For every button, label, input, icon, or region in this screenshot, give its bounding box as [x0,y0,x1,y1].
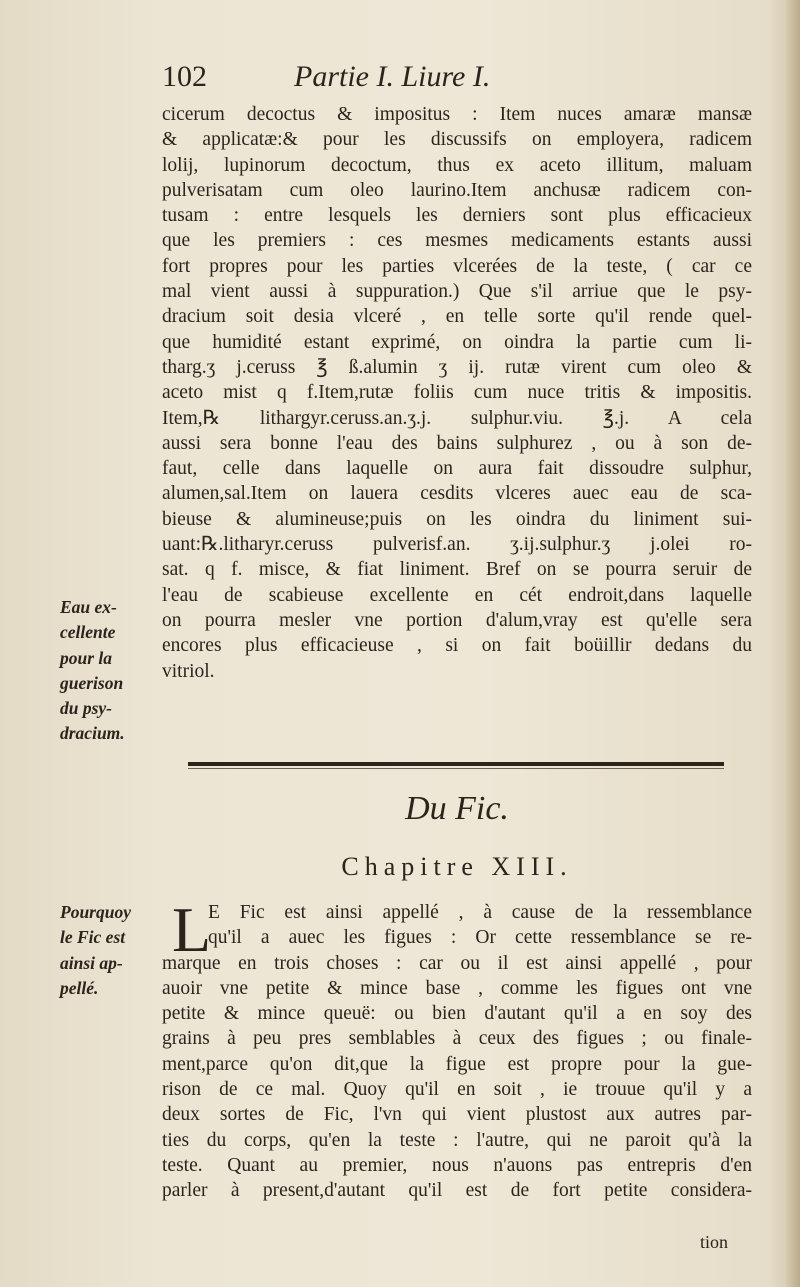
running-header [162,60,762,100]
text-line: encores plus efficacieuse , si on fait boüillir dedans du [162,635,752,657]
text-line: grains à peu pres semblables à ceux des figues ; ou finale- [162,1028,752,1050]
text-line: ties du corps, qu'en la teste : l'autre, qui ne paroit qu'à la [162,1129,752,1151]
margin-note-line: le Fic est [60,927,126,948]
text-line: pulverisatam cum oleo laurino.Item anchusæ radicem con- [162,179,752,201]
text-line: Item,℞ lithargyr.ceruss.an.ʒ.j. sulphur.viu. ℥.j. A cela [162,407,752,429]
chapter-heading: Chapitre XIII. [341,852,573,881]
page-number: 102 [162,60,207,93]
running-title: Partie I. Liure I. [294,60,491,93]
text-line: dracium soit desia vlceré , en telle sorte qu'il rende quel- [162,306,752,328]
margin-note-line: dracium. [60,723,125,744]
text-line: E Fic est ainsi appellé , à cause de la ressemblance [208,902,752,923]
text-line: marque en trois choses : car ou il est ainsi appellé , pour [162,952,752,974]
margin-note-line: guerison [60,672,124,693]
text-line: mal vient aussi à suppuration.) Que s'il arriue que le psy- [162,281,752,303]
text-line: faut, celle dans laquelle on aura fait dissoudre sulphur, [162,458,752,480]
margin-note-line: ainsi ap- [60,952,123,973]
text-line: on pourra mesler vne portion d'alum,vray est qu'elle sera [162,609,752,631]
text-line: ment,parce qu'on dit,que la figue est propre pour la gue- [162,1053,752,1075]
body-text-block-2 [162,894,752,1204]
text-line: que les premiers : ces mesmes medicaments estants aussi [162,230,752,252]
text-line: teste. Quant au premier, nous n'auons pas entrepris d'en [162,1154,752,1176]
text-line: cicerum decoctus & impositus : Item nuces amaræ mansæ [162,104,752,125]
text-line: petite & mince queuë: ou bien d'autant qu'il a en soy des [162,1003,752,1025]
text-line: qu'il a auec les figues : Or cette ressemblance se re- [208,927,752,949]
text-line: aussi sera bonne l'eau des bains sulphurez , ou à son de- [162,432,752,454]
text-line: rison de ce mal. Quoy qu'il en soit , ie trouue qu'il y a [162,1079,752,1101]
text-line: lolij, lupinorum decoctum, thus ex aceto illitum, maluam [162,154,752,176]
catchword: tion [700,1232,729,1252]
text-line: uant:℞.litharyr.ceruss pulverisf.an. ʒ.ij.sulphur.ʒ j.olei ro- [162,534,752,556]
margin-note-pourquoy [60,900,156,1001]
drop-cap: L [172,894,212,965]
text-line: fort propres pour les parties vlcerées de la teste, ( car ce [162,255,752,277]
margin-note-line: du psy- [60,698,113,719]
margin-note-line: pour la [60,647,113,668]
section-title: Du Fic. [405,790,509,827]
text-line: parler à present,d'autant qu'il est de fort petite considera- [162,1180,752,1202]
text-line: deux sortes de Fic, l'vn qui vient plustost aux autres par- [162,1104,752,1126]
margin-note-line: pellé. [60,977,99,998]
text-line: sat. q f. misce, & fiat liniment. Bref on se pourra seruir de [162,559,752,581]
margin-note-line: Eau ex- [60,597,117,617]
text-line: l'eau de scabieuse excellente en cét endroit,dans laquelle [162,584,752,606]
book-spine-edge [786,0,800,1287]
text-line: bieuse & alumineuse;puis on les oindra du liniment sui- [162,508,752,530]
text-line: auoir vne petite & mince base , comme les figues ont vne [162,977,752,999]
margin-note-line: Pourquoy [60,902,131,922]
text-line: aceto mist q f.Item,rutæ foliis cum nuce tritis & impositis. [162,382,752,404]
margin-note-line: cellente [60,622,116,643]
body-text-block-1 [162,102,752,684]
text-line: alumen,sal.Item on lauera cesdits vlceres auec eau de sca- [162,483,752,505]
section-divider-thin-rule [188,768,724,769]
text-line: tharg.ʒ j.ceruss ℥ ß.alumin ʒ ij. rutæ virent cum oleo & [162,356,752,378]
margin-note-eau-excellente [60,595,156,747]
text-line: & applicatæ:& pour les discussifs on employera, radicem [162,129,752,151]
text-line: vitriol. [162,660,215,682]
section-divider-rule [188,762,724,766]
text-line: tusam : entre lesquels les derniers sont plus efficacieux [162,205,752,227]
text-line: que humidité estant exprimé, on oindra la partie cum li- [162,331,752,353]
